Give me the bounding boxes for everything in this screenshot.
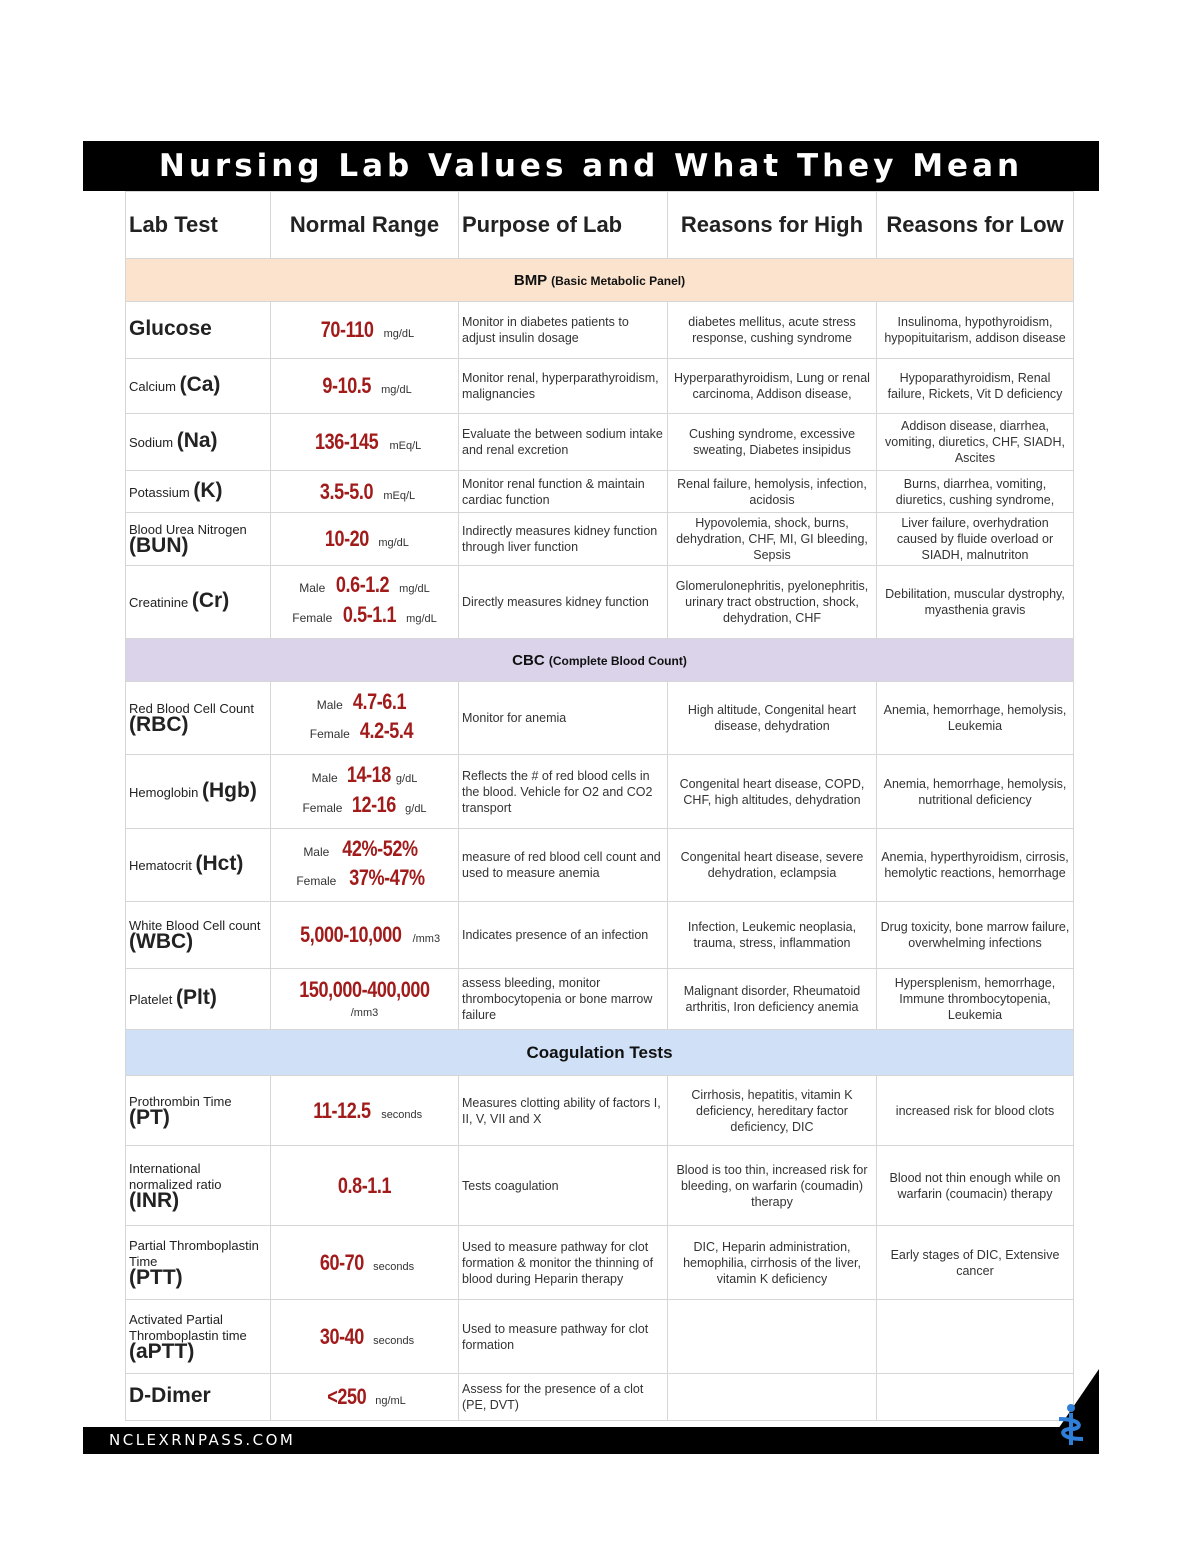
purpose-cell: Evaluate the between sodium intake and renal excretion xyxy=(459,414,668,471)
purpose-cell: Monitor renal, hyperparathyroidism, malignancies xyxy=(459,359,668,414)
range-unit: mEq/L xyxy=(389,440,422,452)
male-label: Male xyxy=(303,845,330,859)
column-header: Reasons for High xyxy=(668,192,877,259)
table-row xyxy=(126,1076,1074,1146)
lab-test-name: White Blood Cell count xyxy=(129,918,261,933)
column-header: Reasons for Low xyxy=(877,192,1074,259)
range-unit: /mm3 xyxy=(412,933,441,945)
range-unit: mEq/L xyxy=(383,489,416,502)
range-value: 150,000-400,000 xyxy=(299,977,430,1002)
lab-test-cell xyxy=(126,414,271,471)
purpose-cell: Monitor for anemia xyxy=(459,682,668,755)
table-row xyxy=(126,902,1074,969)
table-row xyxy=(126,1146,1074,1226)
lab-test-cell xyxy=(126,302,271,359)
male-range-value: 4.7-6.1 xyxy=(353,689,407,714)
high-reasons-cell: High altitude, Congenital heart disease, dehydration xyxy=(668,682,877,755)
male-label: Male xyxy=(316,698,343,712)
lab-test-cell xyxy=(126,1374,271,1421)
table-row xyxy=(126,566,1074,639)
low-reasons-cell xyxy=(877,1300,1074,1374)
high-reasons-cell xyxy=(668,1374,877,1421)
lab-test-abbr: Glucose xyxy=(129,317,212,340)
lab-test-abbr: (Ca) xyxy=(179,373,221,396)
female-label: Female xyxy=(309,727,350,741)
section-header-bmp xyxy=(126,259,1074,302)
lab-test-name: Blood Urea Nitrogen xyxy=(129,522,247,537)
lab-test-abbr: (aPTT) xyxy=(129,1339,195,1363)
lab-test-abbr: (BUN) xyxy=(129,534,189,557)
lab-test-name: International normalized ratio xyxy=(129,1160,222,1192)
normal-range-cell xyxy=(271,1300,459,1374)
purpose-cell: Reflects the # of red blood cells in the blood. Vehicle for O2 and CO2 transport xyxy=(459,755,668,829)
column-header: Lab Test xyxy=(126,192,271,259)
male-range-value: 0.6-1.2 xyxy=(335,572,389,597)
female-label: Female xyxy=(292,611,333,625)
lab-test-cell xyxy=(126,902,271,969)
lab-test-abbr: (PTT) xyxy=(129,1265,183,1289)
range-value: 11-12.5 xyxy=(313,1097,371,1123)
high-reasons-cell: DIC, Heparin administration, hemophilia, cirrhosis of the liver, vitamin K deficiency xyxy=(668,1226,877,1300)
high-reasons-cell: Congenital heart disease, COPD, CHF, high altitudes, dehydration xyxy=(668,755,877,829)
lab-test-cell xyxy=(126,566,271,639)
male-range-line xyxy=(274,762,455,792)
section-subtitle: (Basic Metabolic Panel) xyxy=(551,273,686,288)
male-range-value: 42%-52% xyxy=(342,836,418,861)
normal-range-cell xyxy=(271,1146,459,1226)
lab-test-name: Platelet xyxy=(129,992,173,1007)
range-unit: mg/dL xyxy=(383,328,415,340)
lab-test-abbr: (Na) xyxy=(176,429,218,452)
range-value: 10-20 xyxy=(324,526,370,551)
range-unit: seconds xyxy=(381,1108,423,1121)
purpose-cell: Used to measure pathway for clot formation & monitor the thinning of blood during Heparin therapy xyxy=(459,1226,668,1300)
lab-test-cell xyxy=(126,829,271,902)
female-label: Female xyxy=(302,800,343,815)
lab-test-cell xyxy=(126,1300,271,1374)
low-reasons-cell: Burns, diarrhea, vomiting, diuretics, cushing syndrome, xyxy=(877,471,1074,513)
table-row xyxy=(126,359,1074,414)
male-label: Male xyxy=(299,581,326,595)
high-reasons-cell: Infection, Leukemic neoplasia, trauma, stress, inflammation xyxy=(668,902,877,969)
column-header: Normal Range xyxy=(271,192,459,259)
table-row xyxy=(126,755,1074,829)
normal-range-cell xyxy=(271,829,459,902)
high-reasons-cell: diabetes mellitus, acute stress response, cushing syndrome xyxy=(668,302,877,359)
female-range-value: 4.2-5.4 xyxy=(360,718,414,743)
male-label: Male xyxy=(311,770,338,785)
lab-test-abbr: (Hgb) xyxy=(202,778,257,802)
low-reasons-cell: Liver failure, overhydration caused by fluide overload or SIADH, malnutriton xyxy=(877,513,1074,566)
lab-test-cell xyxy=(126,359,271,414)
purpose-cell: assess bleeding, monitor thrombocytopenia or bone marrow failure xyxy=(459,969,668,1030)
lab-test-abbr: (RBC) xyxy=(129,713,189,736)
female-label: Female xyxy=(296,874,337,888)
low-reasons-cell: Debilitation, muscular dystrophy, myasthenia gravis xyxy=(877,566,1074,639)
lab-test-abbr: (Plt) xyxy=(176,986,217,1009)
lab-test-abbr: (Cr) xyxy=(191,589,230,612)
table-header-row xyxy=(126,192,1074,259)
range-value: 0.8-1.1 xyxy=(337,1172,392,1198)
range-value: <250 xyxy=(327,1384,367,1409)
table-row xyxy=(126,969,1074,1030)
section-title: BMP xyxy=(513,271,547,289)
section-title: Coagulation Tests xyxy=(526,1042,673,1062)
range-value: 136-145 xyxy=(314,429,379,454)
footer-bar xyxy=(83,1427,1099,1454)
range-unit: mg/dL xyxy=(406,613,437,625)
lab-test-abbr: (PT) xyxy=(129,1105,170,1129)
lab-test-abbr: (WBC) xyxy=(129,930,194,953)
low-reasons-cell: Hypersplenism, hemorrhage, Immune thrombocytopenia, Leukemia xyxy=(877,969,1074,1030)
lab-test-cell xyxy=(126,1226,271,1300)
normal-range-cell xyxy=(271,902,459,969)
lab-test-name: Prothrombin Time xyxy=(129,1093,232,1109)
lab-test-cell xyxy=(126,682,271,755)
high-reasons-cell: Congenital heart disease, severe dehydration, eclampsia xyxy=(668,829,877,902)
table-row xyxy=(126,1374,1074,1421)
footer-site-name: NCLEXRNPASS.COM xyxy=(109,1431,296,1449)
low-reasons-cell: Early stages of DIC, Extensive cancer xyxy=(877,1226,1074,1300)
purpose-cell: Indicates presence of an infection xyxy=(459,902,668,969)
male-range-line xyxy=(274,572,455,602)
purpose-cell: Tests coagulation xyxy=(459,1146,668,1226)
purpose-cell: Directly measures kidney function xyxy=(459,566,668,639)
female-range-value: 0.5-1.1 xyxy=(342,602,396,627)
range-unit: /mm3 xyxy=(350,1007,379,1019)
normal-range-cell xyxy=(271,566,459,639)
low-reasons-cell: Anemia, hemorrhage, hemolysis, nutritional deficiency xyxy=(877,755,1074,829)
normal-range-cell xyxy=(271,471,459,513)
lab-test-abbr: D-Dimer xyxy=(129,1384,211,1407)
purpose-cell: Used to measure pathway for clot formation xyxy=(459,1300,668,1374)
high-reasons-cell: Cirrhosis, hepatitis, vitamin K deficiency, hereditary factor deficiency, DIC xyxy=(668,1076,877,1146)
range-value: 5,000-10,000 xyxy=(300,922,402,947)
range-unit: mg/dL xyxy=(381,384,412,396)
low-reasons-cell: Drug toxicity, bone marrow failure, overwhelming infections xyxy=(877,902,1074,969)
lab-test-name: Potassium xyxy=(129,484,190,500)
lab-test-cell xyxy=(126,969,271,1030)
female-range-value: 37%-47% xyxy=(349,865,425,890)
normal-range-cell xyxy=(271,682,459,755)
lab-test-name: Hemoglobin xyxy=(129,784,199,800)
range-value: 3.5-5.0 xyxy=(319,478,374,504)
table-row xyxy=(126,513,1074,566)
male-range-line xyxy=(274,836,455,865)
lab-test-cell xyxy=(126,755,271,829)
table-row xyxy=(126,302,1074,359)
range-unit: seconds xyxy=(373,1334,415,1347)
table-row xyxy=(126,682,1074,755)
lab-test-name: Hematocrit xyxy=(129,858,192,873)
range-unit: ng/mL xyxy=(375,1395,406,1407)
lab-test-name: Red Blood Cell Count xyxy=(129,701,255,716)
range-unit: mg/dL xyxy=(399,583,430,595)
lab-test-abbr: (INR) xyxy=(129,1188,180,1212)
lab-test-name: Activated Partial Thromboplastin time xyxy=(129,1311,247,1343)
lab-values-table xyxy=(125,191,1074,1421)
high-reasons-cell: Renal failure, hemolysis, infection, acidosis xyxy=(668,471,877,513)
range-value: 30-40 xyxy=(319,1323,364,1349)
female-range-line xyxy=(274,865,455,894)
low-reasons-cell: Insulinoma, hypothyroidism, hypopituitarism, addison disease xyxy=(877,302,1074,359)
high-reasons-cell: Hyperparathyroidism, Lung or renal carcinoma, Addison disease, xyxy=(668,359,877,414)
purpose-cell: Monitor renal function & maintain cardiac function xyxy=(459,471,668,513)
section-header-coagulation xyxy=(126,1030,1074,1076)
normal-range-cell xyxy=(271,1226,459,1300)
lab-values-sheet xyxy=(83,141,1099,1454)
caduceus-logo-icon xyxy=(1053,1403,1089,1447)
range-unit: seconds xyxy=(373,1260,415,1273)
section-subtitle: (Complete Blood Count) xyxy=(548,653,687,668)
normal-range-cell xyxy=(271,1374,459,1421)
low-reasons-cell: Anemia, hemorrhage, hemolysis, Leukemia xyxy=(877,682,1074,755)
female-range-line xyxy=(274,718,455,747)
normal-range-cell xyxy=(271,513,459,566)
section-header-cbc xyxy=(126,639,1074,682)
low-reasons-cell xyxy=(877,1374,1074,1421)
range-unit: g/dL xyxy=(405,802,427,815)
high-reasons-cell: Malignant disorder, Rheumatoid arthritis, Iron deficiency anemia xyxy=(668,969,877,1030)
section-title: CBC xyxy=(512,651,545,669)
lab-test-name: Partial Thromboplastin Time xyxy=(129,1237,259,1269)
range-value: 9-10.5 xyxy=(322,373,372,398)
normal-range-cell xyxy=(271,302,459,359)
high-reasons-cell: Blood is too thin, increased risk for bleeding, on warfarin (coumadin) therapy xyxy=(668,1146,877,1226)
low-reasons-cell: Blood not thin enough while on warfarin (coumacin) therapy xyxy=(877,1146,1074,1226)
table-row xyxy=(126,829,1074,902)
lab-test-name: Creatinine xyxy=(129,595,189,610)
table-row xyxy=(126,1226,1074,1300)
male-range-value: 14-18 xyxy=(346,761,392,787)
page-title: Nursing Lab Values and What They Mean xyxy=(83,141,1099,191)
low-reasons-cell: Addison disease, diarrhea, vomiting, diuretics, CHF, SIADH, Ascites xyxy=(877,414,1074,471)
female-range-line xyxy=(274,602,455,632)
lab-test-cell xyxy=(126,1146,271,1226)
normal-range-cell xyxy=(271,414,459,471)
table-row xyxy=(126,471,1074,513)
high-reasons-cell: Cushing syndrome, excessive sweating, Diabetes insipidus xyxy=(668,414,877,471)
normal-range-cell xyxy=(271,359,459,414)
column-header: Purpose of Lab xyxy=(459,192,668,259)
purpose-cell: Indirectly measures kidney function through liver function xyxy=(459,513,668,566)
low-reasons-cell: Anemia, hyperthyroidism, cirrosis, hemolytic reactions, hemorrhage xyxy=(877,829,1074,902)
normal-range-cell xyxy=(271,755,459,829)
normal-range-cell xyxy=(271,1076,459,1146)
female-range-line xyxy=(274,792,455,822)
high-reasons-cell: Glomerulonephritis, pyelonephritis, urinary tract obstruction, shock, dehydration, CHF xyxy=(668,566,877,639)
purpose-cell: Assess for the presence of a clot (PE, DVT) xyxy=(459,1374,668,1421)
normal-range-cell xyxy=(271,969,459,1030)
table-row xyxy=(126,1300,1074,1374)
range-value: 60-70 xyxy=(319,1249,364,1275)
female-range-value: 12-16 xyxy=(351,791,396,817)
purpose-cell: measure of red blood cell count and used to measure anemia xyxy=(459,829,668,902)
table-row xyxy=(126,414,1074,471)
range-unit: g/dL xyxy=(395,772,418,785)
purpose-cell: Measures clotting ability of factors I, II, V, VII and X xyxy=(459,1076,668,1146)
lab-test-cell xyxy=(126,513,271,566)
male-range-line xyxy=(274,689,455,718)
purpose-cell: Monitor in diabetes patients to adjust insulin dosage xyxy=(459,302,668,359)
high-reasons-cell: Hypovolemia, shock, burns, dehydration, CHF, MI, GI bleeding, Sepsis xyxy=(668,513,877,566)
lab-test-cell xyxy=(126,471,271,513)
lab-test-abbr: (K) xyxy=(193,478,223,502)
range-unit: mg/dL xyxy=(378,537,409,549)
lab-test-name: Sodium xyxy=(129,435,174,450)
lab-test-name: Calcium xyxy=(129,379,176,394)
high-reasons-cell xyxy=(668,1300,877,1374)
lab-test-abbr: (Hct) xyxy=(195,852,244,875)
low-reasons-cell: Hypoparathyroidism, Renal failure, Rickets, Vit D deficiency xyxy=(877,359,1074,414)
low-reasons-cell: increased risk for blood clots xyxy=(877,1076,1074,1146)
range-value: 70-110 xyxy=(320,317,374,342)
lab-test-cell xyxy=(126,1076,271,1146)
